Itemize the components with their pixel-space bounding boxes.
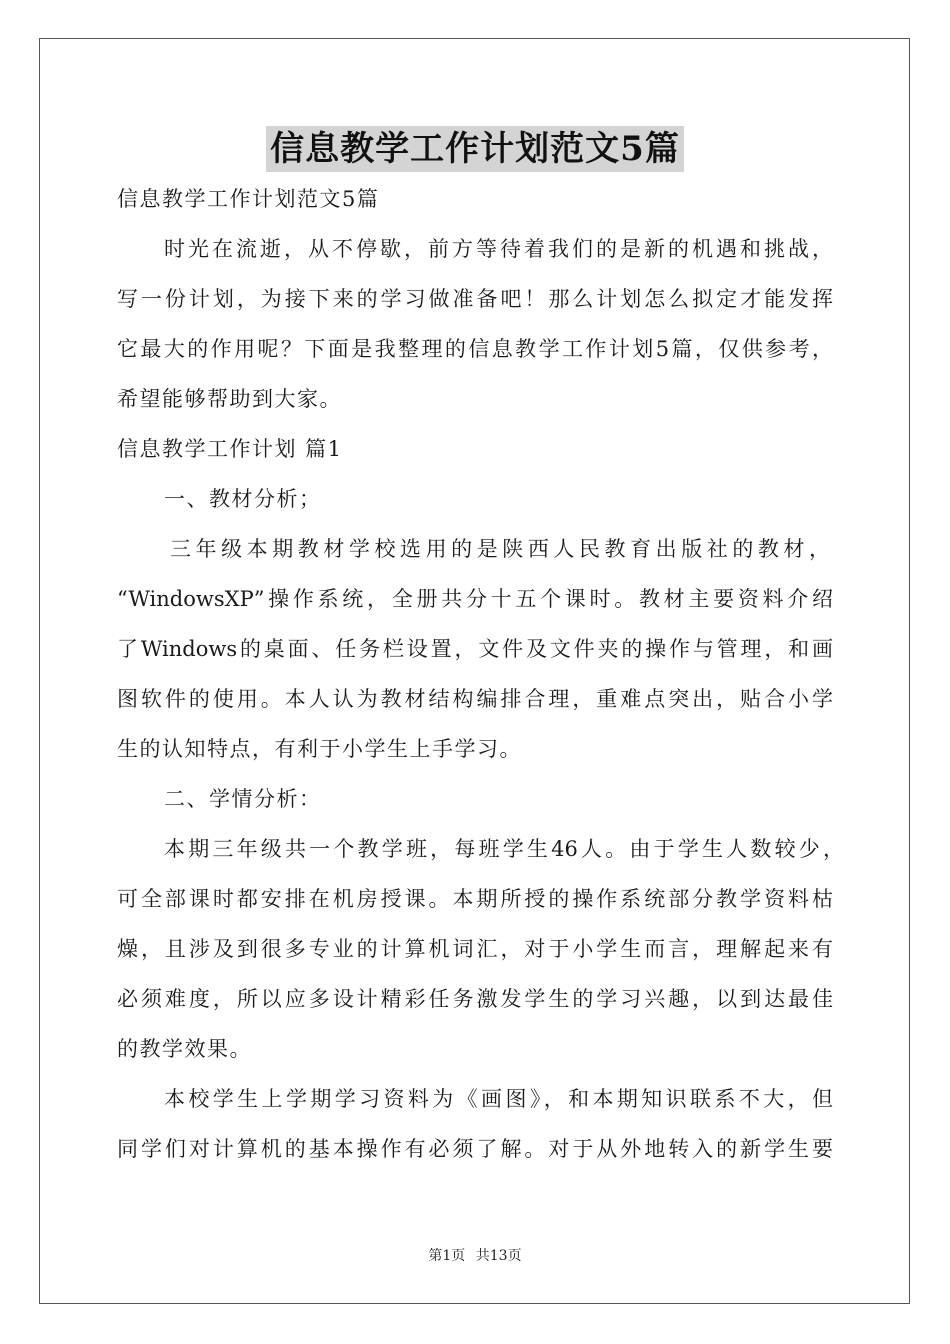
paragraph-line: 可全部课时都安排在机房授课。本期所授的操作系统部分教学资料枯 (117, 887, 833, 911)
paragraph-line: 本校学生上学期学习资料为《画图》，和本期知识联系不大，但 (164, 1087, 833, 1111)
paragraph-line: 的教学效果。 (117, 1037, 252, 1061)
paragraph-line: 燥，且涉及到很多专业的计算机词汇，对于小学生而言，理解起来有 (117, 937, 833, 961)
page-total: 共13页 (475, 1248, 522, 1264)
paragraph-line: 本期三年级共一个教学班，每班学生46人。由于学生人数较少， (164, 837, 844, 861)
title-container (0, 126, 950, 172)
paragraph-line: 必须难度，所以应多设计精彩任务激发学生的学习兴趣，以到达最佳 (117, 987, 833, 1011)
paragraph-line: “WindowsXP”操作系统，全册共分十五个课时。教材主要资料介绍 (117, 587, 833, 611)
page-number: 第1页 (428, 1248, 466, 1264)
paragraph-line: 写一份计划，为接下来的学习做准备吧！那么计划怎么拟定才能发挥 (117, 287, 833, 311)
page-footer (0, 1246, 950, 1266)
paragraph-line: 生的认知特点，有利于小学生上手学习。 (117, 737, 522, 761)
document-title: 信息教学工作计划范文5篇 (266, 126, 684, 172)
paragraph-line: 同学们对计算机的基本操作有必须了解。对于从外地转入的新学生要 (117, 1137, 833, 1161)
subsection-heading: 二、学情分析： (164, 787, 322, 811)
subtitle-line: 信息教学工作计划范文5篇 (117, 187, 380, 211)
paragraph-line: 时光在流逝，从不停歇，前方等待着我们的是新的机遇和挑战， (164, 237, 833, 261)
page-border (39, 38, 910, 1304)
paragraph-line: 了Windows的桌面、任务栏设置，文件及文件夹的操作与管理，和画 (117, 637, 833, 661)
paragraph-line: 图软件的使用。本人认为教材结构编排合理，重难点突出，贴合小学 (117, 687, 833, 711)
section-heading: 信息教学工作计划 篇1 (117, 437, 343, 461)
paragraph-line: 希望能够帮助到大家。 (117, 387, 342, 411)
paragraph-line: 它最大的作用呢？下面是我整理的信息教学工作计划5篇，仅供参考， (117, 337, 833, 361)
subsection-heading: 一、教材分析； (164, 487, 322, 511)
paragraph-line: 三年级本期教材学校选用的是陕西人民教育出版社的教材， (170, 537, 830, 561)
